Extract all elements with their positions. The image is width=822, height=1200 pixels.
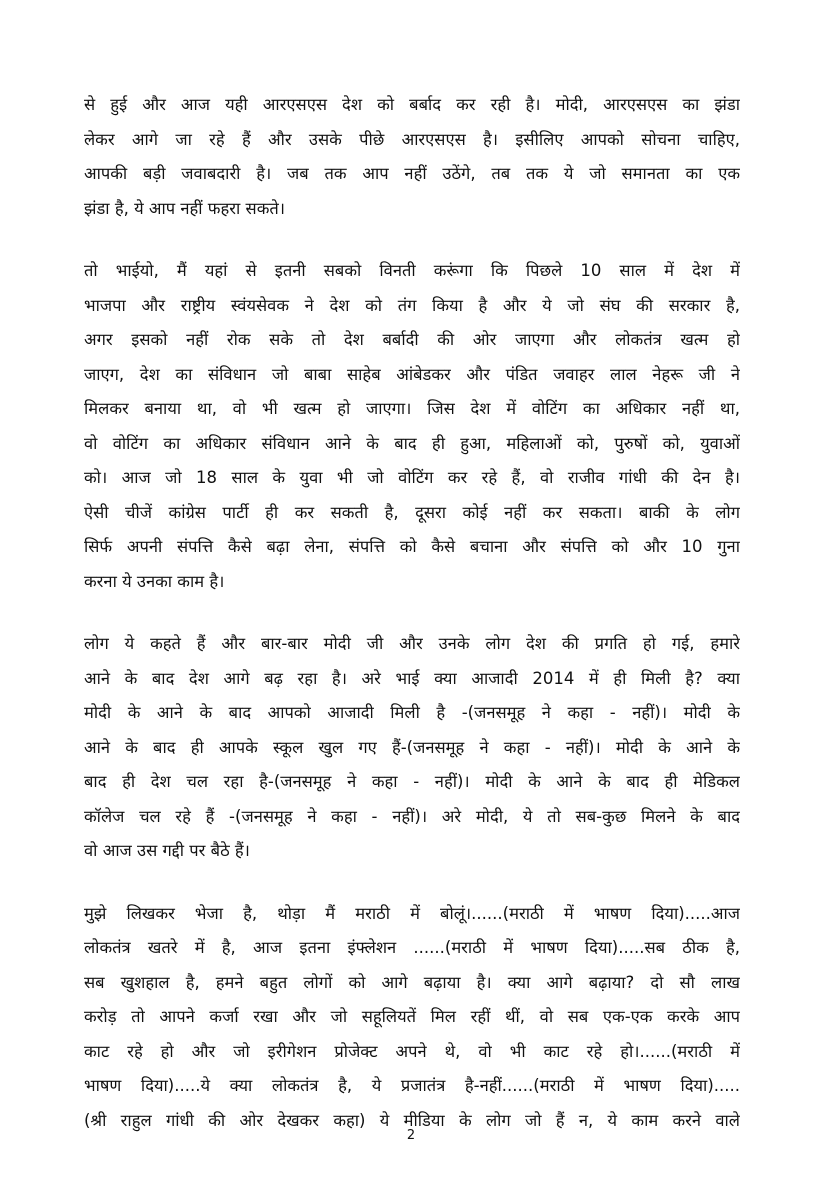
text-line: आने के बाद देश आगे बढ़ रहा है। अरे भाई क्या आजादी 2014 में ही मिली है? क्या xyxy=(84,668,740,688)
paragraph xyxy=(84,254,740,599)
body-text xyxy=(84,88,740,1166)
text-line: सिर्फ अपनी संपत्ति कैसे बढ़ा लेना, संपत्ति को कैसे बचाना और संपत्ति को और 10 गुना xyxy=(84,537,740,556)
text-line: से हुई और आज यही आरएसएस देश को बर्बाद कर रही है। मोदी, आरएसएस का झंडा xyxy=(84,95,740,114)
text-line: लेकर आगे जा रहे हैं और उसके पीछे आरएसएस है। इसीलिए आपको सोचना चाहिए, xyxy=(84,129,740,149)
text-line: करोड़ तो आपने कर्जा रखा और जो सहूलियतें मिल रहीं थीं, वो सब एक-एक करके आप xyxy=(84,1007,740,1026)
text-line: मोदी के आने के बाद आपको आजादी मिली है -(जनसमूह ने कहा - नहीं)। मोदी के xyxy=(84,703,740,722)
text-line: जाएग, देश का संविधान जो बाबा साहेब आंबेडकर और पंडित जवाहर लाल नेहरू जी ने xyxy=(84,364,740,384)
text-line: भाजपा और राष्ट्रीय स्वंयसेवक ने देश को तंग किया है और ये जो संघ की सरकार है, xyxy=(84,295,740,315)
text-line: आपकी बड़ी जवाबदारी है। जब तक आप नहीं उठेंगे, तब तक ये जो समानता का एक xyxy=(84,164,740,183)
text-line: झंडा है, ये आप नहीं फहरा सकते। xyxy=(84,198,286,218)
text-line: मुझे लिखकर भेजा है, थोड़ा मैं मराठी में बोलूं।......(मराठी में भाषण दिया).....आज xyxy=(84,903,740,923)
text-line: भाषण दिया).....ये क्या लोकतंत्र है, ये प्रजातंत्र है-नहीं......(मराठी में भाषण दिया)..... xyxy=(84,1076,740,1095)
text-line: काट रहे हो और जो इरीगेशन प्रोजेक्ट अपने थे, वो भी काट रहे हो।......(मराठी में xyxy=(84,1041,740,1061)
paragraph xyxy=(84,897,740,1139)
text-line: करना ये उनका काम है। xyxy=(84,571,225,591)
text-line: आने के बाद ही आपके स्कूल खुल गए हैं-(जनसमूह ने कहा - नहीं)। मोदी के आने के xyxy=(84,737,740,757)
text-line: लोग ये कहते हैं और बार-बार मोदी जी और उनके लोग देश की प्रगति हो गई, हमारे xyxy=(84,634,740,653)
text-line: तो भाईयो, मैं यहां से इतनी सबको विनती करूंगा कि पिछले 10 साल में देश में xyxy=(84,261,740,280)
text-line: बाद ही देश चल रहा है-(जनसमूह ने कहा - नहीं)। मोदी के आने के बाद ही मेडिकल xyxy=(84,772,740,791)
text-line: सब खुशहाल है, हमने बहुत लोगों को आगे बढ़ाया है। क्या आगे बढ़ाया? दो सौ लाख xyxy=(84,972,740,992)
text-line: कॉलेज चल रहे हैं -(जनसमूह ने कहा - नहीं)। अरे मोदी, ये तो सब-कुछ मिलने के बाद xyxy=(84,806,740,826)
text-line: वो वोटिंग का अधिकार संविधान आने के बाद ही हुआ, महिलाओं को, पुरुषों को, युवाओं xyxy=(84,433,740,453)
paragraph xyxy=(84,88,740,226)
text-line: (श्री राहुल गांधी की ओर देखकर कहा) ये मीडिया के लोग जो हैं न, ये काम करने वाले xyxy=(84,1110,740,1130)
text-line: वो आज उस गद्दी पर बैठे हैं। xyxy=(84,841,250,860)
text-line: को। आज जो 18 साल के युवा भी जो वोटिंग कर रहे हैं, वो राजीव गांधी की देन है। xyxy=(84,468,740,487)
text-line: लोकतंत्र खतरे में है, आज इतना इंफ्लेशन ......(मराठी में भाषण दिया).....सब ठीक है, xyxy=(84,938,740,957)
text-line: अगर इसको नहीं रोक सके तो देश बर्बादी की ओर जाएगा और लोकतंत्र खत्म हो xyxy=(84,330,740,349)
text-line: ऐसी चीजें कांग्रेस पार्टी ही कर सकती है, दूसरा कोई नहीं कर सकता। बाकी के लोग xyxy=(84,502,740,522)
paragraph xyxy=(84,627,740,869)
text-line: मिलकर बनाया था, वो भी खत्म हो जाएगा। जिस देश में वोटिंग का अधिकार नहीं था, xyxy=(84,399,740,418)
page-number: 2 xyxy=(406,1128,416,1143)
